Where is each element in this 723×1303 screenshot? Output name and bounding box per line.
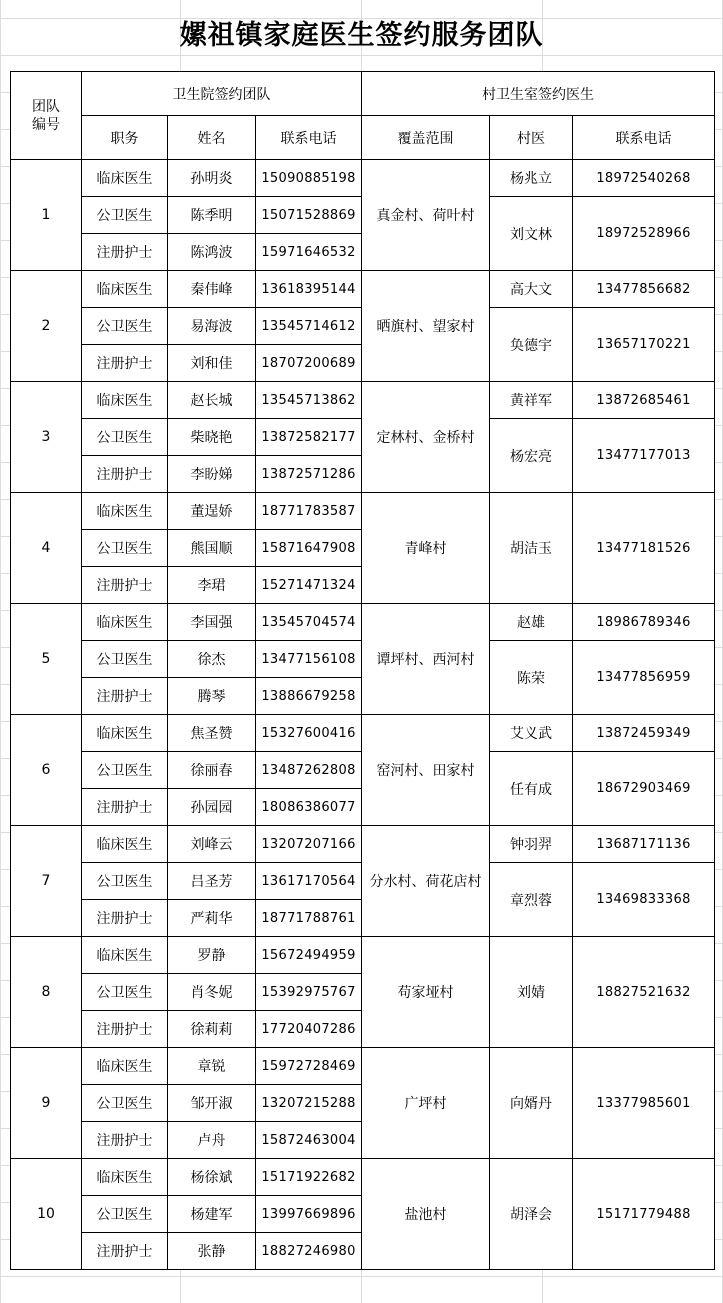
staff-phone: 18771783587 xyxy=(256,493,362,530)
staff-phone: 13487262808 xyxy=(256,752,362,789)
staff-phone: 15171922682 xyxy=(256,1159,362,1196)
village-doctor-phone: 13377985601 xyxy=(573,1048,715,1159)
gridline xyxy=(0,1276,723,1277)
staff-role: 注册护士 xyxy=(82,345,168,382)
village-doctor-name: 胡洁玉 xyxy=(490,493,573,604)
staff-phone: 13545713862 xyxy=(256,382,362,419)
coverage-area: 定林村、金桥村 xyxy=(362,382,490,493)
staff-phone: 13886679258 xyxy=(256,678,362,715)
team-number: 9 xyxy=(11,1048,82,1159)
village-doctor-phone: 13872685461 xyxy=(573,382,715,419)
team-number: 6 xyxy=(11,715,82,826)
staff-name: 李珺 xyxy=(168,567,256,604)
village-doctor-phone: 13477177013 xyxy=(573,419,715,493)
staff-role: 公卫医生 xyxy=(82,419,168,456)
staff-name: 柴晓艳 xyxy=(168,419,256,456)
village-doctor-name: 杨兆立 xyxy=(490,160,573,197)
header-village-doctors: 村卫生室签约医生 xyxy=(362,72,715,116)
staff-name: 赵长城 xyxy=(168,382,256,419)
header-coverage: 覆盖范围 xyxy=(362,116,490,160)
staff-phone: 13545714612 xyxy=(256,308,362,345)
staff-name: 焦圣赞 xyxy=(168,715,256,752)
staff-name: 杨徐斌 xyxy=(168,1159,256,1196)
village-doctor-phone: 13687171136 xyxy=(573,826,715,863)
staff-phone: 15872463004 xyxy=(256,1122,362,1159)
staff-name: 董逞娇 xyxy=(168,493,256,530)
staff-role: 注册护士 xyxy=(82,678,168,715)
team-row xyxy=(11,493,715,530)
team-number: 4 xyxy=(11,493,82,604)
staff-role: 临床医生 xyxy=(82,382,168,419)
staff-name: 杨建军 xyxy=(168,1196,256,1233)
coverage-area: 青峰村 xyxy=(362,493,490,604)
staff-phone: 18086386077 xyxy=(256,789,362,826)
staff-phone: 18771788761 xyxy=(256,900,362,937)
village-doctor-phone: 18672903469 xyxy=(573,752,715,826)
village-doctor-name: 陈荣 xyxy=(490,641,573,715)
staff-phone: 15972728469 xyxy=(256,1048,362,1085)
village-doctor-name: 任有成 xyxy=(490,752,573,826)
village-doctor-name: 钟羽羿 xyxy=(490,826,573,863)
coverage-area: 晒旗村、望家村 xyxy=(362,271,490,382)
village-doctor-name: 章烈蓉 xyxy=(490,863,573,937)
team-number: 3 xyxy=(11,382,82,493)
staff-phone: 13207215288 xyxy=(256,1085,362,1122)
coverage-area: 广坪村 xyxy=(362,1048,490,1159)
page-title: 嫘祖镇家庭医生签约服务团队 xyxy=(179,20,544,51)
roster-table xyxy=(10,71,715,1270)
team-row xyxy=(11,160,715,197)
staff-role: 公卫医生 xyxy=(82,1085,168,1122)
village-doctor-name: 杨宏亮 xyxy=(490,419,573,493)
village-doctor-phone: 18972528966 xyxy=(573,197,715,271)
team-row xyxy=(11,715,715,752)
staff-role: 公卫医生 xyxy=(82,752,168,789)
staff-phone: 15392975767 xyxy=(256,974,362,1011)
village-doctor-name: 艾义武 xyxy=(490,715,573,752)
staff-role: 临床医生 xyxy=(82,1159,168,1196)
staff-role: 注册护士 xyxy=(82,1011,168,1048)
staff-name: 张静 xyxy=(168,1233,256,1270)
staff-name: 陈鸿波 xyxy=(168,234,256,271)
village-doctor-name: 赵雄 xyxy=(490,604,573,641)
team-row xyxy=(11,937,715,974)
coverage-area: 谭坪村、西河村 xyxy=(362,604,490,715)
staff-name: 吕圣芳 xyxy=(168,863,256,900)
header-phone: 联系电话 xyxy=(256,116,362,160)
staff-name: 徐莉莉 xyxy=(168,1011,256,1048)
village-doctor-phone: 18827521632 xyxy=(573,937,715,1048)
staff-name: 刘和佳 xyxy=(168,345,256,382)
team-number: 5 xyxy=(11,604,82,715)
header-team-no: 团队 编号 xyxy=(11,72,82,160)
village-doctor-name: 刘文林 xyxy=(490,197,573,271)
team-number: 1 xyxy=(11,160,82,271)
team-row xyxy=(11,1048,715,1085)
team-number: 8 xyxy=(11,937,82,1048)
village-doctor-name: 高大文 xyxy=(490,271,573,308)
staff-role: 临床医生 xyxy=(82,826,168,863)
staff-name: 肖冬妮 xyxy=(168,974,256,1011)
staff-name: 刘峰云 xyxy=(168,826,256,863)
staff-phone: 15071528869 xyxy=(256,197,362,234)
staff-phone: 13477156108 xyxy=(256,641,362,678)
coverage-area: 真金村、荷叶村 xyxy=(362,160,490,271)
staff-phone: 17720407286 xyxy=(256,1011,362,1048)
staff-name: 孙园园 xyxy=(168,789,256,826)
header-name: 姓名 xyxy=(168,116,256,160)
staff-name: 陈季明 xyxy=(168,197,256,234)
staff-phone: 15327600416 xyxy=(256,715,362,752)
village-doctor-phone: 13477856682 xyxy=(573,271,715,308)
village-doctor-phone: 18986789346 xyxy=(573,604,715,641)
staff-name: 罗静 xyxy=(168,937,256,974)
staff-phone: 15672494959 xyxy=(256,937,362,974)
coverage-area: 苟家垭村 xyxy=(362,937,490,1048)
staff-name: 熊国顺 xyxy=(168,530,256,567)
staff-phone: 15090885198 xyxy=(256,160,362,197)
village-doctor-phone: 15171779488 xyxy=(573,1159,715,1270)
staff-name: 徐杰 xyxy=(168,641,256,678)
staff-role: 注册护士 xyxy=(82,900,168,937)
staff-role: 公卫医生 xyxy=(82,530,168,567)
staff-role: 公卫医生 xyxy=(82,308,168,345)
staff-name: 易海波 xyxy=(168,308,256,345)
team-number: 10 xyxy=(11,1159,82,1270)
village-doctor-name: 奂德宇 xyxy=(490,308,573,382)
staff-role: 公卫医生 xyxy=(82,641,168,678)
staff-role: 临床医生 xyxy=(82,1048,168,1085)
staff-name: 徐丽春 xyxy=(168,752,256,789)
team-row xyxy=(11,826,715,863)
village-doctor-phone: 13657170221 xyxy=(573,308,715,382)
staff-name: 李国强 xyxy=(168,604,256,641)
staff-name: 章锐 xyxy=(168,1048,256,1085)
team-row xyxy=(11,604,715,641)
staff-role: 注册护士 xyxy=(82,1122,168,1159)
staff-phone: 13872582177 xyxy=(256,419,362,456)
staff-phone: 13618395144 xyxy=(256,271,362,308)
staff-name: 邹开淑 xyxy=(168,1085,256,1122)
staff-name: 严莉华 xyxy=(168,900,256,937)
team-row xyxy=(11,1159,715,1196)
coverage-area: 盐池村 xyxy=(362,1159,490,1270)
team-number: 7 xyxy=(11,826,82,937)
staff-role: 注册护士 xyxy=(82,1233,168,1270)
staff-role: 公卫医生 xyxy=(82,197,168,234)
staff-phone: 13872571286 xyxy=(256,456,362,493)
staff-role: 临床医生 xyxy=(82,271,168,308)
staff-phone: 18707200689 xyxy=(256,345,362,382)
staff-name: 卢舟 xyxy=(168,1122,256,1159)
staff-phone: 15271471324 xyxy=(256,567,362,604)
staff-name: 孙明炎 xyxy=(168,160,256,197)
staff-phone: 18827246980 xyxy=(256,1233,362,1270)
village-doctor-phone: 18972540268 xyxy=(573,160,715,197)
staff-name: 李盼娣 xyxy=(168,456,256,493)
staff-role: 临床医生 xyxy=(82,604,168,641)
village-doctor-name: 黄祥军 xyxy=(490,382,573,419)
coverage-area: 分水村、荷花店村 xyxy=(362,826,490,937)
staff-role: 临床医生 xyxy=(82,160,168,197)
staff-role: 注册护士 xyxy=(82,789,168,826)
staff-phone: 15871647908 xyxy=(256,530,362,567)
team-number: 2 xyxy=(11,271,82,382)
village-doctor-phone: 13872459349 xyxy=(573,715,715,752)
staff-role: 注册护士 xyxy=(82,456,168,493)
staff-role: 公卫医生 xyxy=(82,863,168,900)
staff-role: 公卫医生 xyxy=(82,1196,168,1233)
village-doctor-phone: 13477181526 xyxy=(573,493,715,604)
staff-role: 临床医生 xyxy=(82,937,168,974)
header-village-phone: 联系电话 xyxy=(573,116,715,160)
staff-role: 注册护士 xyxy=(82,567,168,604)
staff-phone: 13207207166 xyxy=(256,826,362,863)
staff-phone: 13617170564 xyxy=(256,863,362,900)
staff-role: 注册护士 xyxy=(82,234,168,271)
staff-phone: 13997669896 xyxy=(256,1196,362,1233)
staff-role: 临床医生 xyxy=(82,493,168,530)
staff-role: 公卫医生 xyxy=(82,974,168,1011)
team-row xyxy=(11,382,715,419)
staff-phone: 15971646532 xyxy=(256,234,362,271)
coverage-area: 窑河村、田家村 xyxy=(362,715,490,826)
staff-name: 腾琴 xyxy=(168,678,256,715)
village-doctor-phone: 13469833368 xyxy=(573,863,715,937)
team-row xyxy=(11,271,715,308)
village-doctor-name: 向婿丹 xyxy=(490,1048,573,1159)
header-village-doctor: 村医 xyxy=(490,116,573,160)
header-role: 职务 xyxy=(82,116,168,160)
header-hospital-team: 卫生院签约团队 xyxy=(82,72,362,116)
staff-phone: 13545704574 xyxy=(256,604,362,641)
staff-name: 秦伟峰 xyxy=(168,271,256,308)
village-doctor-name: 刘婧 xyxy=(490,937,573,1048)
village-doctor-phone: 13477856959 xyxy=(573,641,715,715)
gridline xyxy=(0,0,1,1303)
staff-role: 临床医生 xyxy=(82,715,168,752)
village-doctor-name: 胡泽会 xyxy=(490,1159,573,1270)
